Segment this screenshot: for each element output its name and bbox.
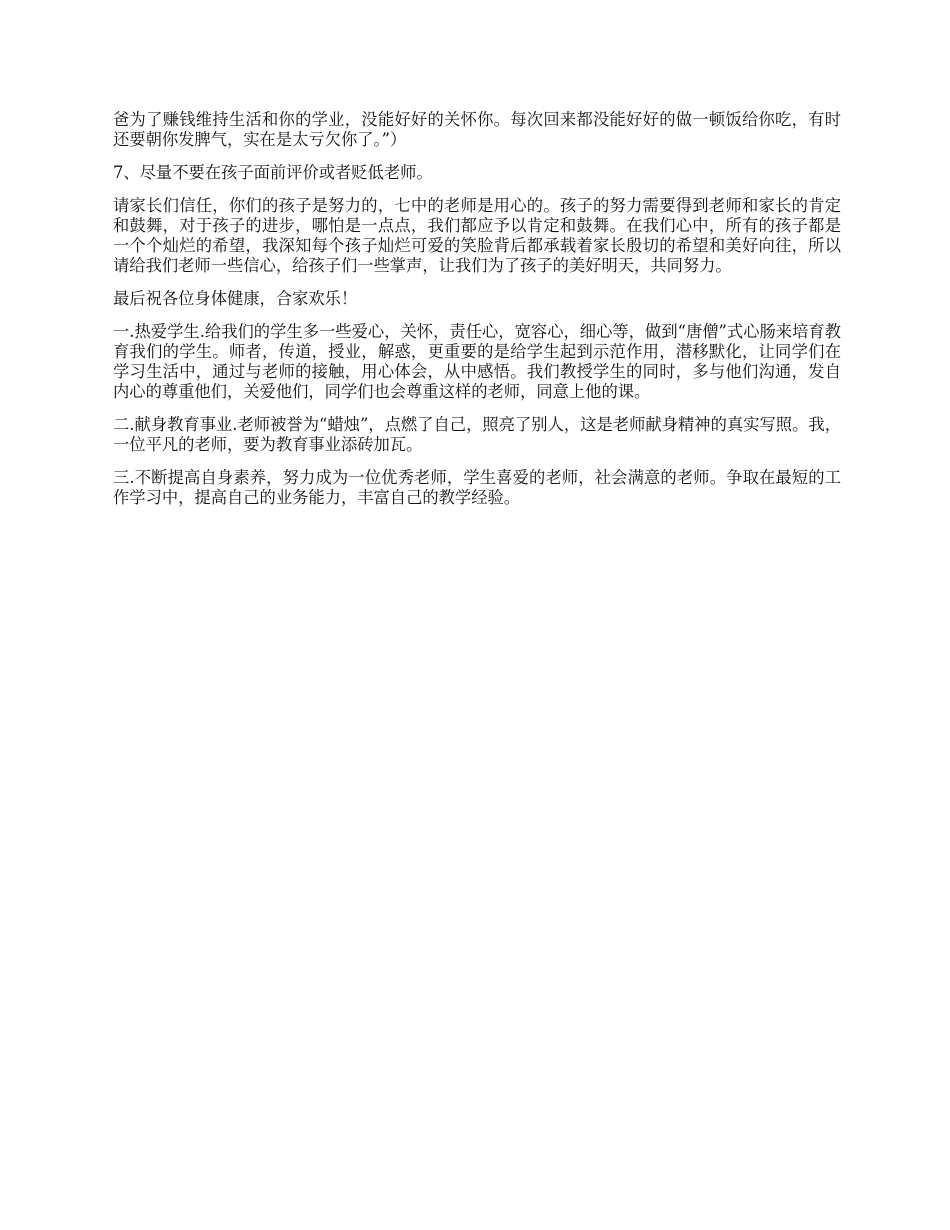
paragraph-item-7: 7、尽量不要在孩子面前评价或者贬低老师。 [113,163,433,182]
paragraph-trust-teachers: 请家长们信任，你们的孩子是努力的，七中的老师是用心的。孩子的努力需要得到老师和家长的肯定和鼓舞，对于孩子的进步，哪怕是一点点，我们都应予以肯定和鼓舞。在我们心中，所有的孩子都是一个个灿烂的希望，我深知每个孩子灿烂可爱的笑脸背后都承载着家长殷切的希望和美好向往，所以请给我们老师一些信心，给孩子们一些掌声，让我们为了孩子的美好明天，共同努力。 [113,196,841,275]
paragraph-love-students: 一.热爱学生.给我们的学生多一些爱心，关怀，责任心，宽容心，细心等，做到“唐僧”式心肠来培育教育我们的学生。师者，传道，授业，解惑，更重要的是给学生起到示范作用，潜移默化，让同学们在学习生活中，通过与老师的接触，用心体会，从中感悟。我们教授学生的同时，多与他们沟通，发自内心的尊重他们，关爱他们，同学们也会尊重这样的老师，同意上他的课。 [113,322,841,401]
paragraph-self-improvement: 三.不断提高自身素养，努力成为一位优秀老师，学生喜爱的老师，社会满意的老师。争取在最短的工作学习中，提高自己的业务能力，丰富自己的教学经验。 [113,468,841,507]
document-body [113,110,841,521]
paragraph-dedication: 二.献身教育事业.老师被誉为“蜡烛”，点燃了自己，照亮了别人，这是老师献身精神的真实写照。我，一位平凡的老师，要为教育事业添砖加瓦。 [113,415,841,454]
paragraph-closing-wishes: 最后祝各位身体健康，合家欢乐！ [113,289,358,308]
paragraph-father-apology: 爸为了赚钱维持生活和你的学业，没能好好的关怀你。每次回来都没能好好的做一顿饭给你吃，有时还要朝你发脾气，实在是太亏欠你了。”） [113,110,841,149]
